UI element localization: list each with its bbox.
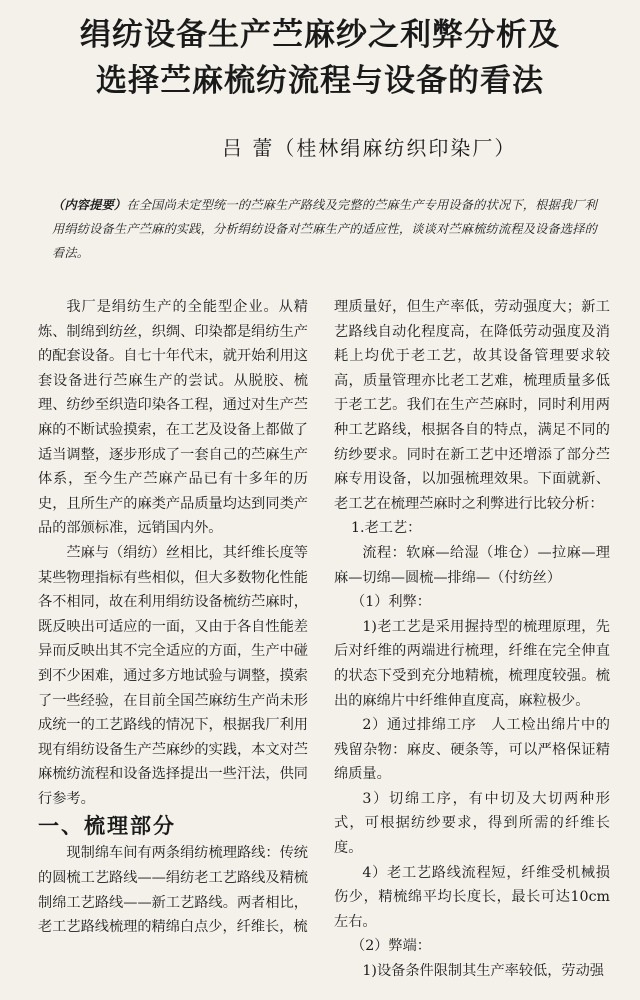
subheading: （2）弊端： bbox=[351, 938, 431, 955]
paper-title-line-2: 选择苎麻梳纺流程与设备的看法 bbox=[96, 63, 544, 99]
paragraph: 流程：软麻—给湿（堆仓）—拉麻—理麻—切绵—圆梳—排绵—（付纺丝） bbox=[334, 544, 610, 586]
left-column bbox=[38, 295, 308, 940]
paragraph: 1)设备条件限制其生产率较低，劳动强 bbox=[362, 963, 604, 980]
paragraph: 现制绵车间有两条绢纺梳理路线：传统的圆梳工艺路线——绢纺老工艺路线及精梳制绵工艺路线——新工艺路线。两者相比，老工艺路线梳理的精绵白点少，纤维长，梳 bbox=[38, 845, 308, 936]
subheading: （1）利弊： bbox=[351, 594, 431, 611]
subheading: 1.老工艺： bbox=[351, 520, 422, 537]
paragraph: 我厂是绢纺生产的全能型企业。从精炼、制绵到纺丝，织绸、印染都是绢纺生产的配套设备。自七十年代末，就开始利用这套设备进行苎麻生产的尝试。从脱胶、梳理、纺纱至织造印染各工程，通过对生产苎麻的不断试验摸索，在工艺及设备上都做了适当调整，逐步形成了一套自己的苎麻生产体系，至今生产苎麻产品已有十多年的历史，且所生产的麻类产品质量均达到同类产品的部颁标准，远销国内外。 bbox=[38, 299, 308, 537]
paragraph: 理质量好，但生产率低，劳动强度大；新工艺路线自动化程度高，在降低劳动强度及消耗上均优于老工艺，故其设备管理要求较高，质量管理亦比老工艺难，梳理质量多低于老工艺。我们在生产苎麻时，同时利用两种工艺路线，根据各自的特点，满足不同的纺纱要求。同时在新工艺中还增添了部分苎麻专用设备，以加强梳理效果。下面就新、老工艺在梳理苎麻时之利弊进行比较分析： bbox=[334, 299, 610, 512]
section-heading: 一、梳理部分 bbox=[38, 813, 176, 839]
author-line: 吕 蕾（桂林绢麻纺织印染厂） bbox=[222, 136, 517, 160]
abstract bbox=[52, 193, 600, 265]
abstract-label: （内容提要） bbox=[52, 198, 127, 212]
paragraph: 3）切绵工序，有中切及大切两种形式，可根据纺纱要求，得到所需的纤维长度。 bbox=[334, 790, 610, 857]
paragraph: 2）通过排绵工序 人工检出绵片中的残留杂物：麻皮、硬条等，可以严格保证精绵质量。 bbox=[334, 717, 610, 783]
paragraph: 1)老工艺是采用握持型的梳理原理，先后对纤维的两端进行梳理，纤维在完全伸直的状态下受到充分地精梳，梳理度较强。梳出的麻绵片中纤维伸直度高，麻粒极少。 bbox=[334, 618, 610, 709]
paragraph: 苎麻与（绢纺）丝相比，其纤维长度等某些物理指标有些相似，但大多数物化性能各不相同，故在利用绢纺设备梳纺苎麻时，既反映出可适应的一面，又由于各自性能差异而反映出其不完全适应的方面，生产中碰到不少困难，通过多方地试验与调整，摸索了一些经验，在目前全国苎麻纺生产尚未形成统一的工艺路线的情况下，根据我厂利用现有绢纺设备生产苎麻纱的实践，本文对苎麻梳纺流程和设备选择提出一些汗法，供同行参考。 bbox=[38, 544, 308, 807]
paper-title-line-1: 绢纺设备生产苎麻纱之利弊分析及 bbox=[80, 17, 560, 53]
paragraph: 4）老工艺路线流程短，纤维受机械损伤少，精梳绵平均长度长，最长可达10cm左右。 bbox=[334, 864, 610, 930]
abstract-text: 在全国尚未定型统一的苎麻生产路线及完整的苎麻生产专用设备的状况下，根据我厂利用绢纺设备生产苎麻的实践，分析绢纺设备对苎麻生产的适应性，谈谈对苎麻梳纺流程及设备选择的看法。 bbox=[52, 198, 598, 260]
right-column bbox=[334, 295, 610, 984]
